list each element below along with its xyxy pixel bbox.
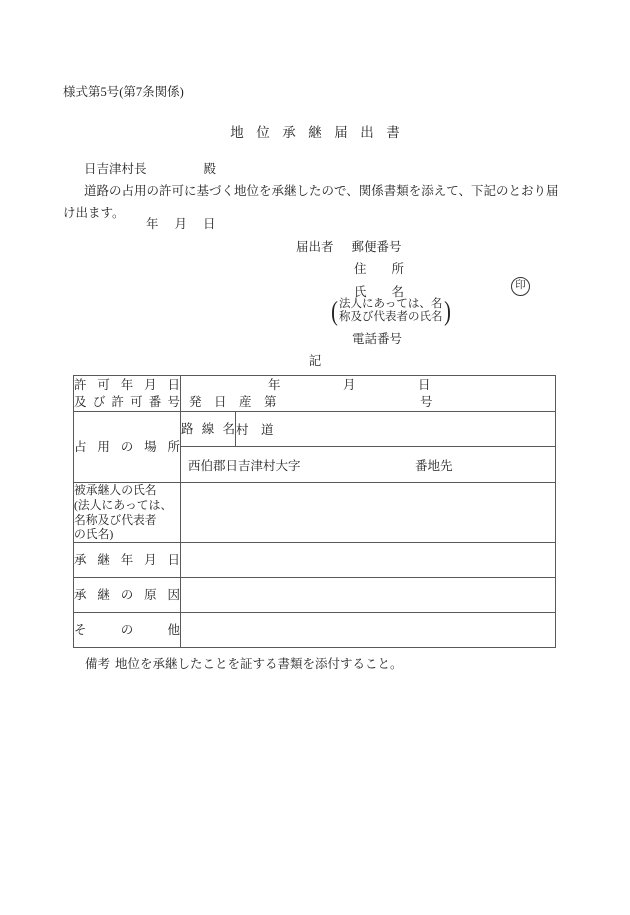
- address-label: 住 所: [354, 262, 405, 276]
- permit-number-line: [181, 394, 555, 411]
- table-row-predecessor: [74, 483, 556, 543]
- table-row-succession-cause: [74, 578, 556, 613]
- addressee-honorific: 殿: [203, 162, 217, 176]
- permit-label-line2: 及 び 許 可 番 号: [74, 394, 180, 409]
- remark-line: [85, 656, 403, 672]
- seal-icon: 印: [511, 277, 530, 296]
- page-title: 地位承継届出書: [230, 125, 413, 140]
- applicant-label: 届出者: [296, 240, 334, 254]
- location-address-cell: [181, 447, 556, 483]
- phone-label: 電話番号: [352, 332, 403, 346]
- remark-label: 備考: [85, 657, 111, 671]
- corporate-note: [330, 297, 452, 325]
- predecessor-label-line4: の氏名): [74, 527, 114, 542]
- paren-open-icon: (: [331, 296, 338, 326]
- corporate-note-text: [339, 298, 443, 325]
- permit-number-suffix: 号: [420, 394, 433, 409]
- date-day-label: 日: [203, 217, 216, 231]
- succession-date-label-cell: [74, 543, 181, 578]
- table-row-permit: [74, 376, 556, 412]
- location-address-prefix: 西伯郡日吉津村大字: [188, 458, 301, 473]
- permit-label-line1: 許 可 年 月 日: [74, 378, 180, 392]
- route-label-cell: [181, 412, 236, 447]
- paren-close-icon: ): [443, 296, 451, 326]
- addressee-line: [84, 161, 216, 177]
- route-value-cell: 村 道: [236, 412, 556, 447]
- table-row-location-route: [74, 412, 556, 447]
- route-label: 路 線 名: [181, 421, 235, 436]
- succession-cause-value-cell: [181, 578, 556, 613]
- location-address-suffix: 番地先: [415, 458, 453, 473]
- body-paragraph: 道路の占用の許可に基づく地位を承継したので、関係書類を添えて、下記のとおり届け出ます。: [63, 184, 559, 220]
- form-number-label: 様式第5号(第7条関係): [63, 85, 184, 99]
- name-label: 氏 名: [354, 285, 405, 299]
- date-month-label: 月: [174, 217, 188, 231]
- other-label-cell: [74, 613, 181, 648]
- record-marker: 記: [308, 354, 322, 368]
- succession-date-label: 承 継 年 月 日: [74, 552, 180, 567]
- postal-number-label: 郵便番号: [351, 240, 402, 254]
- predecessor-label-line1: 被承継人の氏名: [74, 483, 157, 498]
- succession-date-value-cell: [181, 543, 556, 578]
- location-label-cell: [74, 412, 181, 483]
- corporate-note-line1: 法人にあっては、名: [339, 297, 443, 310]
- succession-table: [73, 375, 556, 648]
- corporate-note-line2: 称及び代表者の氏名: [339, 311, 443, 323]
- table-row-succession-date: [74, 543, 556, 578]
- applicant-line: [296, 239, 402, 255]
- permit-date-line: [181, 377, 555, 394]
- remark-text: 地位を承継したことを証する書類を添付すること。: [115, 657, 403, 671]
- location-label: 占 用 の 場 所: [74, 439, 180, 454]
- permit-year-label: 年: [268, 377, 281, 392]
- other-value-cell: [181, 613, 556, 648]
- date-year-label: 年: [146, 217, 159, 231]
- permit-label-cell: [74, 376, 181, 412]
- predecessor-label-cell: [74, 483, 181, 543]
- addressee-name: 日吉津村長: [84, 162, 147, 176]
- table-row-other: [74, 613, 556, 648]
- permit-value-cell: [181, 376, 556, 412]
- permit-month-label: 月: [343, 377, 356, 392]
- date-line: [146, 216, 216, 232]
- permit-day-label: 日: [418, 377, 431, 392]
- succession-cause-label-cell: [74, 578, 181, 613]
- predecessor-label-line2: (法人にあっては、: [74, 497, 173, 512]
- predecessor-label-line3: 名称及び代表者: [74, 512, 157, 527]
- succession-cause-label: 承 継 の 原 因: [74, 587, 180, 602]
- other-label: そ の 他: [74, 622, 180, 637]
- permit-number-prefix: 発 日 産 第: [189, 394, 277, 409]
- predecessor-value-cell: [181, 483, 556, 543]
